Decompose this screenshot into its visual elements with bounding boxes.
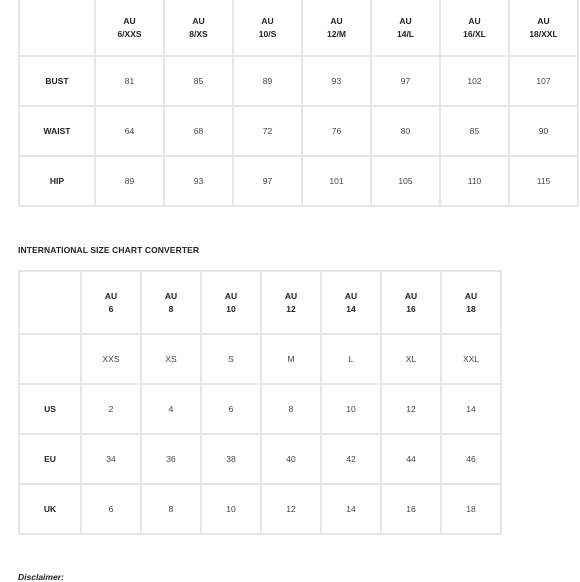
column-header-line: 14/L: [396, 28, 414, 39]
column-header-line: AU: [224, 290, 238, 301]
column-header-line: 10: [226, 303, 236, 314]
table-cell: 2: [81, 384, 141, 434]
table-cell: 4: [141, 384, 201, 434]
table-cell: 107: [509, 56, 578, 106]
table-cell: 85: [440, 106, 509, 156]
table-cell: XS: [141, 334, 201, 384]
row-label: [19, 334, 81, 384]
table-cell: XXL: [441, 334, 501, 384]
column-header-line: 10/S: [258, 28, 277, 39]
table-cell: 64: [95, 106, 164, 156]
column-header: [371, 0, 440, 56]
table-cell: 14: [441, 384, 501, 434]
column-header-line: AU: [537, 15, 550, 26]
table-cell: 97: [233, 156, 302, 206]
table-cell: 81: [95, 56, 164, 106]
table-cell: 12: [261, 484, 321, 534]
row-label: US: [19, 384, 81, 434]
table-row: [19, 384, 501, 434]
column-header-line: 18: [466, 303, 476, 314]
column-header-line: AU: [284, 290, 298, 301]
table-cell: 36: [141, 434, 201, 484]
column-header: [201, 271, 261, 334]
table-cell: L: [321, 334, 381, 384]
table-cell: 40: [261, 434, 321, 484]
column-header-line: AU: [330, 15, 343, 26]
table-cell: 93: [302, 56, 371, 106]
column-header-line: 14: [346, 303, 356, 314]
table-cell: 115: [509, 156, 578, 206]
table-cell: 10: [201, 484, 261, 534]
table-cell: 6: [81, 484, 141, 534]
column-header-line: AU: [261, 15, 274, 26]
table-cell: 42: [321, 434, 381, 484]
table-cell: 6: [201, 384, 261, 434]
column-header: [95, 0, 164, 56]
table-row: [19, 484, 501, 534]
corner-cell: [19, 0, 95, 56]
table-cell: 102: [440, 56, 509, 106]
column-header-line: 12/M: [327, 28, 346, 39]
table-cell: 72: [233, 106, 302, 156]
table-cell: 8: [261, 384, 321, 434]
converter-title: INTERNATIONAL SIZE CHART CONVERTER: [18, 245, 200, 255]
column-header: [509, 0, 578, 56]
row-label: EU: [19, 434, 81, 484]
converter-table-header-row: [19, 271, 501, 334]
table-row: [19, 434, 501, 484]
table-cell: 46: [441, 434, 501, 484]
table-row: [19, 156, 578, 206]
table-cell: 12: [381, 384, 441, 434]
table-cell: XXS: [81, 334, 141, 384]
table-row: [19, 334, 501, 384]
corner-cell: [19, 271, 81, 334]
column-header-line: AU: [399, 15, 412, 26]
table-cell: 89: [95, 156, 164, 206]
column-header: [440, 0, 509, 56]
table-cell: 97: [371, 56, 440, 106]
table-cell: 18: [441, 484, 501, 534]
disclaimer-label: Disclaimer:: [18, 572, 64, 582]
table-cell: 76: [302, 106, 371, 156]
column-header-line: AU: [404, 290, 418, 301]
table-row: [19, 56, 578, 106]
table-cell: 16: [381, 484, 441, 534]
table-cell: 93: [164, 156, 233, 206]
column-header-line: AU: [123, 15, 136, 26]
column-header-line: AU: [344, 290, 358, 301]
table-cell: 38: [201, 434, 261, 484]
table-cell: 68: [164, 106, 233, 156]
column-header-line: 8: [168, 303, 174, 314]
table-cell: 14: [321, 484, 381, 534]
column-header-line: 16/XL: [463, 28, 486, 39]
size-measurement-table: [18, 0, 579, 207]
table-cell: 85: [164, 56, 233, 106]
column-header: [321, 271, 381, 334]
table-cell: S: [201, 334, 261, 384]
column-header-line: 12: [286, 303, 296, 314]
table-row: [19, 106, 578, 156]
column-header: [141, 271, 201, 334]
table-cell: 44: [381, 434, 441, 484]
column-header-line: AU: [164, 290, 178, 301]
column-header-line: AU: [464, 290, 478, 301]
column-header: [302, 0, 371, 56]
column-header-line: 18/XXL: [529, 28, 558, 39]
column-header: [233, 0, 302, 56]
column-header-line: 8/XS: [189, 28, 208, 39]
table-cell: M: [261, 334, 321, 384]
table-cell: 105: [371, 156, 440, 206]
size-table-header-row: [19, 0, 578, 56]
column-header-line: AU: [468, 15, 481, 26]
column-header-line: 16: [406, 303, 416, 314]
column-header-line: AU: [104, 290, 118, 301]
table-cell: XL: [381, 334, 441, 384]
table-cell: 80: [371, 106, 440, 156]
column-header: [261, 271, 321, 334]
table-cell: 8: [141, 484, 201, 534]
column-header: [81, 271, 141, 334]
column-header: [441, 271, 501, 334]
column-header-line: 6: [108, 303, 114, 314]
column-header: [164, 0, 233, 56]
table-cell: 101: [302, 156, 371, 206]
row-label: HIP: [19, 156, 95, 206]
table-cell: 34: [81, 434, 141, 484]
table-cell: 10: [321, 384, 381, 434]
table-cell: 89: [233, 56, 302, 106]
table-cell: 110: [440, 156, 509, 206]
column-header-line: 6/XXS: [117, 28, 142, 39]
row-label: BUST: [19, 56, 95, 106]
table-cell: 90: [509, 106, 578, 156]
size-converter-table: [18, 270, 502, 535]
row-label: UK: [19, 484, 81, 534]
row-label: WAIST: [19, 106, 95, 156]
column-header: [381, 271, 441, 334]
column-header-line: AU: [192, 15, 205, 26]
